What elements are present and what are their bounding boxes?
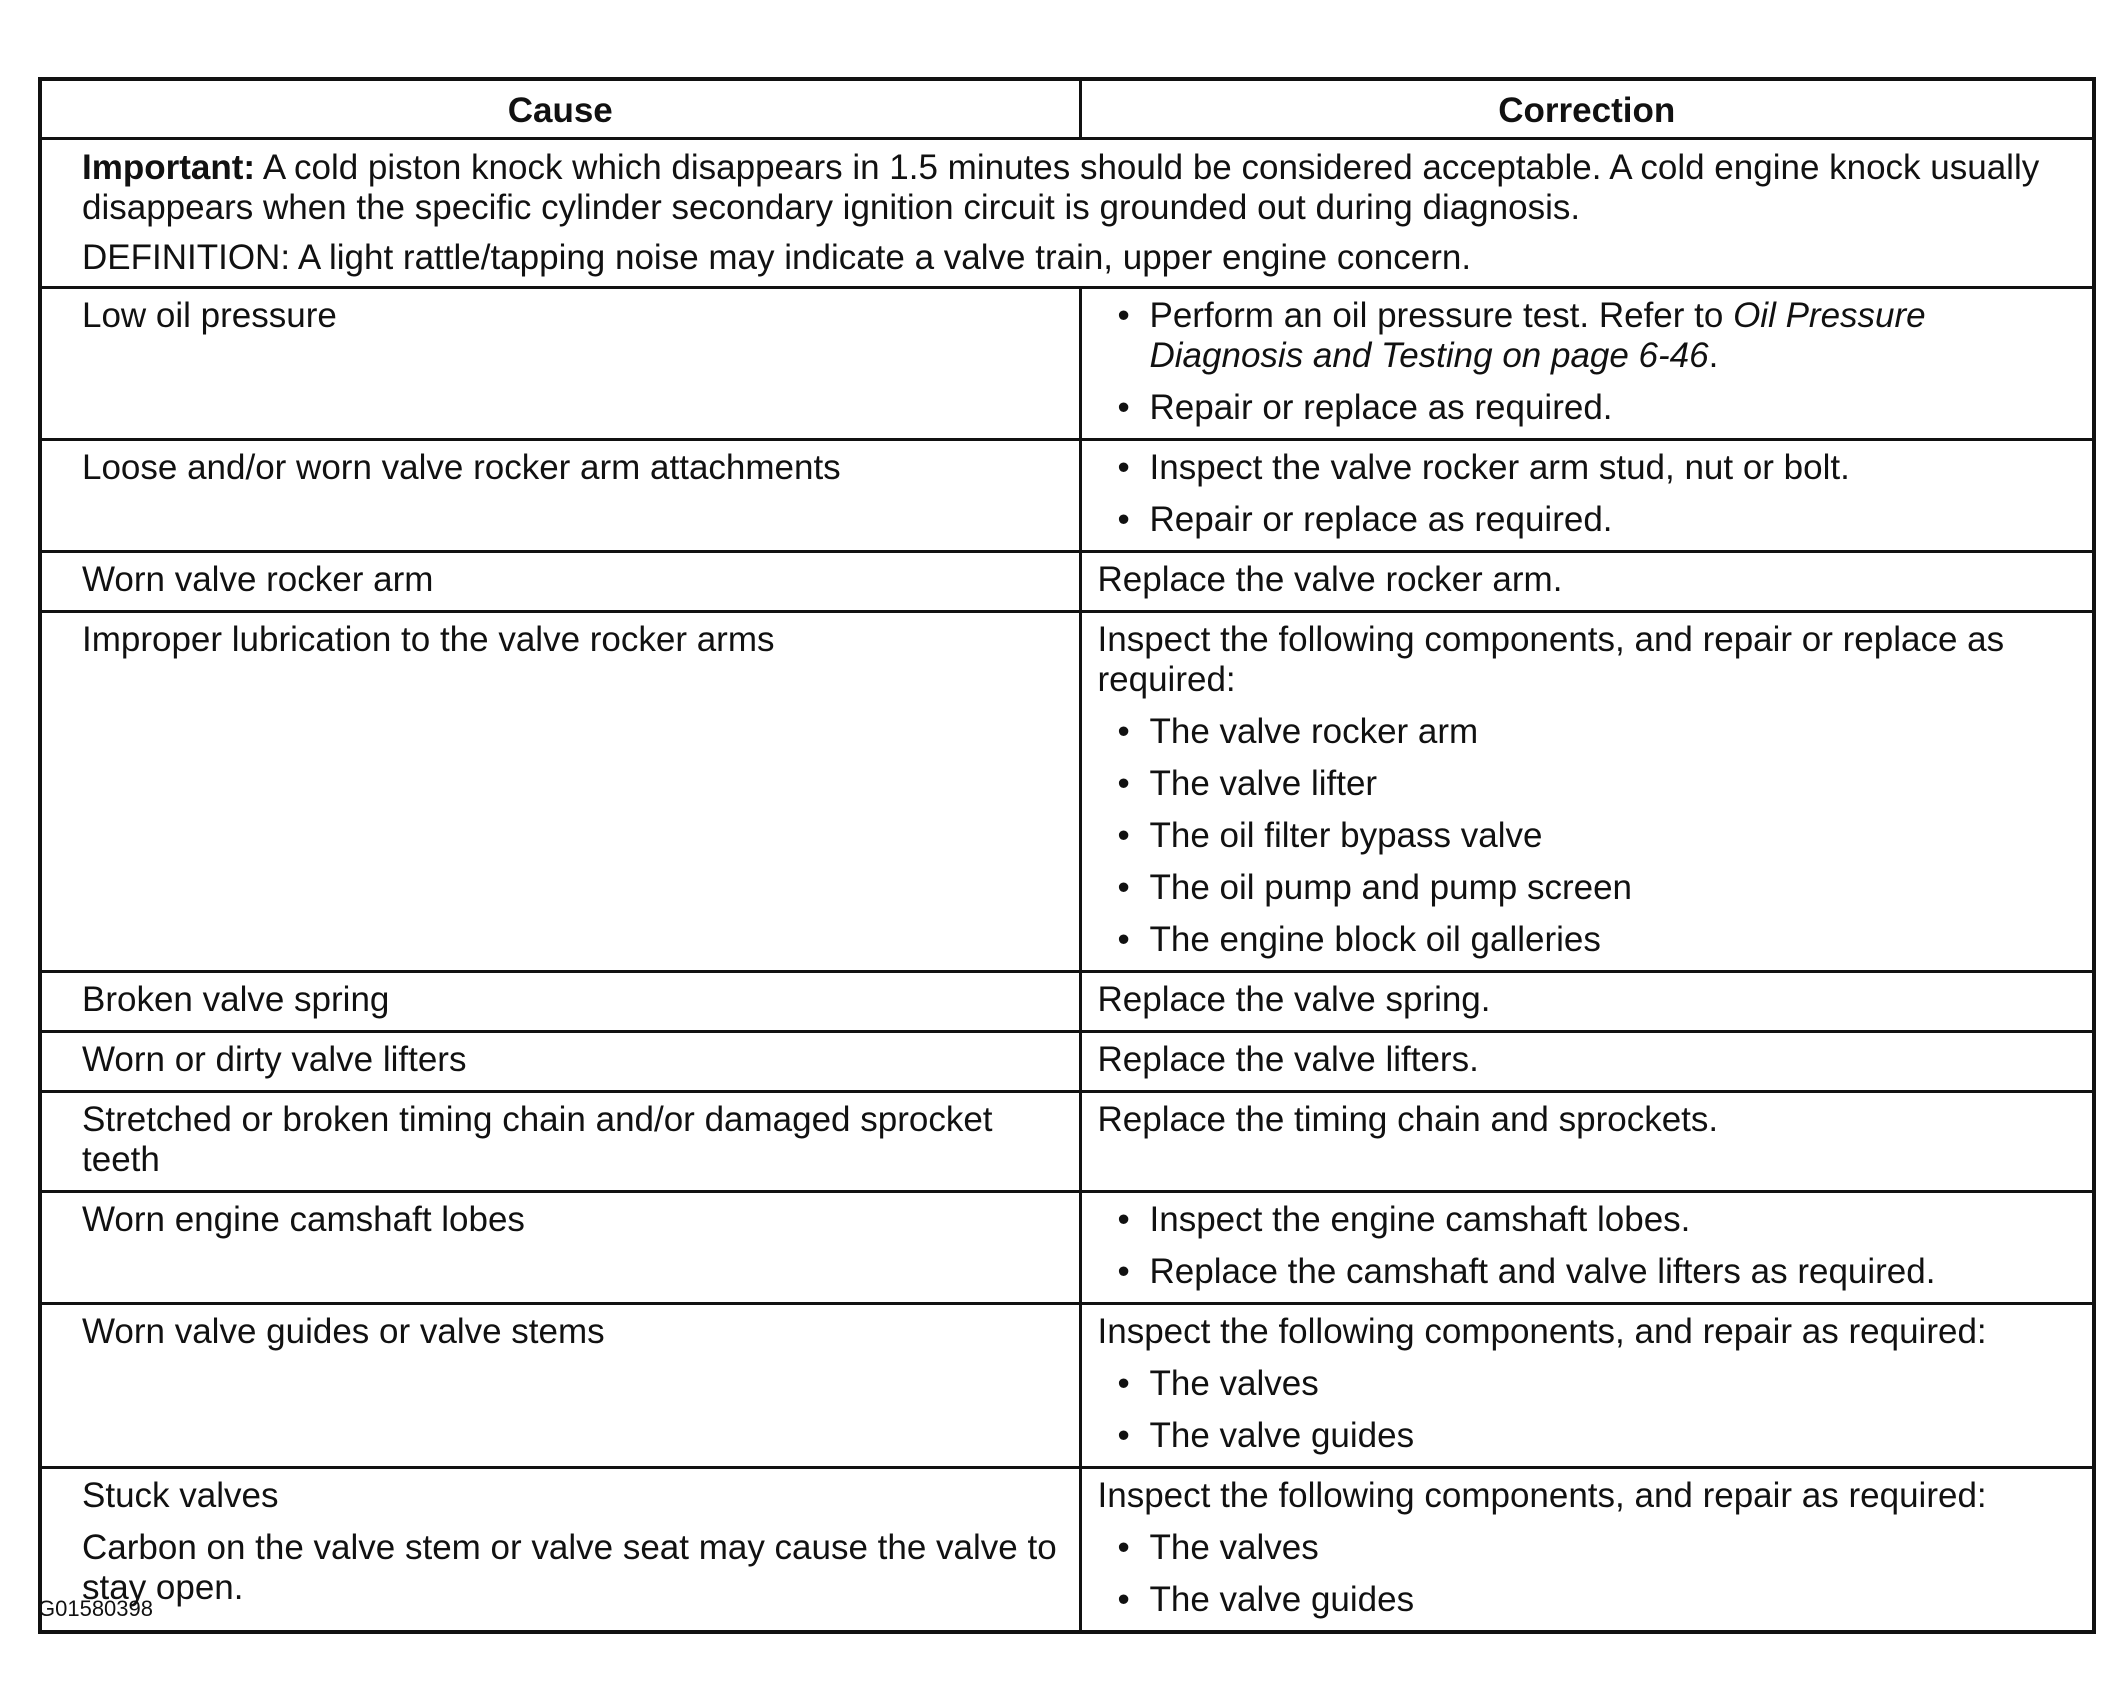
correction-cell xyxy=(1080,1304,2094,1468)
list-item-text: . xyxy=(1708,336,1719,375)
cause-cell xyxy=(40,1468,1080,1633)
correction-cell xyxy=(1080,612,2094,972)
correction-list xyxy=(1098,1364,2077,1456)
cause-cell xyxy=(40,1192,1080,1304)
list-item-text: The valve guides xyxy=(1149,1580,1415,1619)
table-row xyxy=(40,612,2094,972)
bullet-icon: • xyxy=(1117,296,1130,335)
list-item xyxy=(1098,1580,2077,1620)
correction-intro: Inspect the following components, and repair as required: xyxy=(1097,1476,1987,1515)
correction-text: Replace the valve rocker arm. xyxy=(1097,560,1563,599)
figure-id-label: G01580398 xyxy=(38,1596,153,1621)
list-item xyxy=(1098,764,2077,804)
correction-text: Replace the timing chain and sprockets. xyxy=(1097,1100,1719,1139)
cause-cell xyxy=(40,552,1080,612)
correction-column-header: Correction xyxy=(1080,79,2094,139)
cause-cell xyxy=(40,972,1080,1032)
correction-text: Replace the valve spring. xyxy=(1097,980,1491,1019)
cause-cell xyxy=(40,440,1080,552)
cause-cell xyxy=(40,1092,1080,1192)
cause-text: Low oil pressure xyxy=(82,296,337,335)
list-item-text: Repair or replace as required. xyxy=(1149,388,1613,427)
correction-text: Replace the valve lifters. xyxy=(1097,1040,1479,1079)
important-label: Important: xyxy=(82,148,256,187)
bullet-icon: • xyxy=(1117,920,1130,959)
bullet-icon: • xyxy=(1117,1580,1130,1619)
cause-text: Worn or dirty valve lifters xyxy=(82,1040,467,1079)
list-item-text: Repair or replace as required. xyxy=(1149,500,1613,539)
cause-column-header: Cause xyxy=(40,79,1080,139)
table-row xyxy=(40,440,2094,552)
cause-text: Broken valve spring xyxy=(82,980,390,1019)
cause-text: Loose and/or worn valve rocker arm attachments xyxy=(82,448,841,487)
table-row xyxy=(40,1032,2094,1092)
correction-cell xyxy=(1080,288,2094,440)
correction-intro: Inspect the following components, and repair or replace as required: xyxy=(1097,620,2005,699)
cause-cell xyxy=(40,1304,1080,1468)
correction-cell xyxy=(1080,972,2094,1032)
list-item-text: The engine block oil galleries xyxy=(1149,920,1601,959)
list-item-text: The valves xyxy=(1149,1364,1319,1403)
cause-text: Stretched or broken timing chain and/or damaged sprocket teeth xyxy=(82,1100,993,1179)
cause-text: Worn valve guides or valve stems xyxy=(82,1312,605,1351)
correction-cell xyxy=(1080,1468,2094,1633)
bullet-icon: • xyxy=(1117,816,1130,855)
correction-list xyxy=(1098,296,2077,428)
cause-cell xyxy=(40,1032,1080,1092)
cause-cell xyxy=(40,288,1080,440)
list-item-text: Perform an oil pressure test. Refer to xyxy=(1149,296,1734,335)
list-item-text: The oil filter bypass valve xyxy=(1149,816,1543,855)
important-text: A cold piston knock which disappears in 1.5 minutes should be considered acceptable. A cold engine knock usually disappears when the specific cylinder secondary ignition circuit is grounded out during diagnosis. xyxy=(82,148,2040,227)
table-row xyxy=(40,1092,2094,1192)
diagnosis-table xyxy=(38,77,2096,1634)
correction-intro: Inspect the following components, and repair as required: xyxy=(1097,1312,1987,1351)
bullet-icon: • xyxy=(1117,868,1130,907)
cause-text: Worn valve rocker arm xyxy=(82,560,434,599)
list-item xyxy=(1098,712,2077,752)
correction-cell xyxy=(1080,440,2094,552)
cause-detail: Carbon on the valve stem or valve seat may cause the valve to stay open. xyxy=(82,1528,1057,1607)
bullet-icon: • xyxy=(1117,1364,1130,1403)
correction-list xyxy=(1098,448,2077,540)
list-item xyxy=(1098,448,2077,488)
table-row xyxy=(40,552,2094,612)
list-item xyxy=(1098,1252,2077,1292)
list-item-text: The oil pump and pump screen xyxy=(1149,868,1632,907)
list-item-text: Inspect the engine camshaft lobes. xyxy=(1149,1200,1691,1239)
list-item-text: Replace the camshaft and valve lifters as required. xyxy=(1149,1252,1936,1291)
correction-list xyxy=(1098,712,2077,960)
bullet-icon: • xyxy=(1117,1200,1130,1239)
note-cell xyxy=(40,139,2094,288)
list-item-text: The valve lifter xyxy=(1149,764,1378,803)
table-row xyxy=(40,1468,2094,1633)
list-item xyxy=(1098,868,2077,908)
list-item xyxy=(1098,1364,2077,1404)
cause-text: Stuck valves xyxy=(82,1476,279,1515)
bullet-icon: • xyxy=(1117,500,1130,539)
list-item xyxy=(1098,388,2077,428)
list-item xyxy=(1098,1528,2077,1568)
table-row xyxy=(40,1192,2094,1304)
bullet-icon: • xyxy=(1117,1528,1130,1567)
list-item xyxy=(1098,1416,2077,1456)
header-row xyxy=(40,79,2094,139)
table-row xyxy=(40,288,2094,440)
correction-cell xyxy=(1080,1192,2094,1304)
cause-text: Worn engine camshaft lobes xyxy=(82,1200,525,1239)
correction-list xyxy=(1098,1528,2077,1620)
page-reference-link[interactable]: Oil Pressure Diagnosis and Testing on page 6-46 xyxy=(1149,296,1926,375)
definition-note: DEFINITION: A light rattle/tapping noise may indicate a valve train, upper engine concern. xyxy=(82,238,1472,277)
list-item xyxy=(1098,296,2077,376)
bullet-icon: • xyxy=(1117,1252,1130,1291)
bullet-icon: • xyxy=(1117,448,1130,487)
list-item xyxy=(1098,816,2077,856)
important-note xyxy=(82,148,2076,228)
list-item-text: Inspect the valve rocker arm stud, nut or bolt. xyxy=(1149,448,1850,487)
list-item-text: The valves xyxy=(1149,1528,1319,1567)
note-row xyxy=(40,139,2094,288)
list-item-text: The valve rocker arm xyxy=(1149,712,1479,751)
cause-text: Improper lubrication to the valve rocker arms xyxy=(82,620,775,659)
correction-list xyxy=(1098,1200,2077,1292)
correction-cell xyxy=(1080,1032,2094,1092)
table-row xyxy=(40,972,2094,1032)
bullet-icon: • xyxy=(1117,1416,1130,1455)
correction-cell xyxy=(1080,552,2094,612)
list-item xyxy=(1098,1200,2077,1240)
table-row xyxy=(40,1304,2094,1468)
bullet-icon: • xyxy=(1117,388,1130,427)
list-item-text: The valve guides xyxy=(1149,1416,1415,1455)
list-item xyxy=(1098,920,2077,960)
cause-cell xyxy=(40,612,1080,972)
correction-cell xyxy=(1080,1092,2094,1192)
bullet-icon: • xyxy=(1117,712,1130,751)
list-item xyxy=(1098,500,2077,540)
bullet-icon: • xyxy=(1117,764,1130,803)
